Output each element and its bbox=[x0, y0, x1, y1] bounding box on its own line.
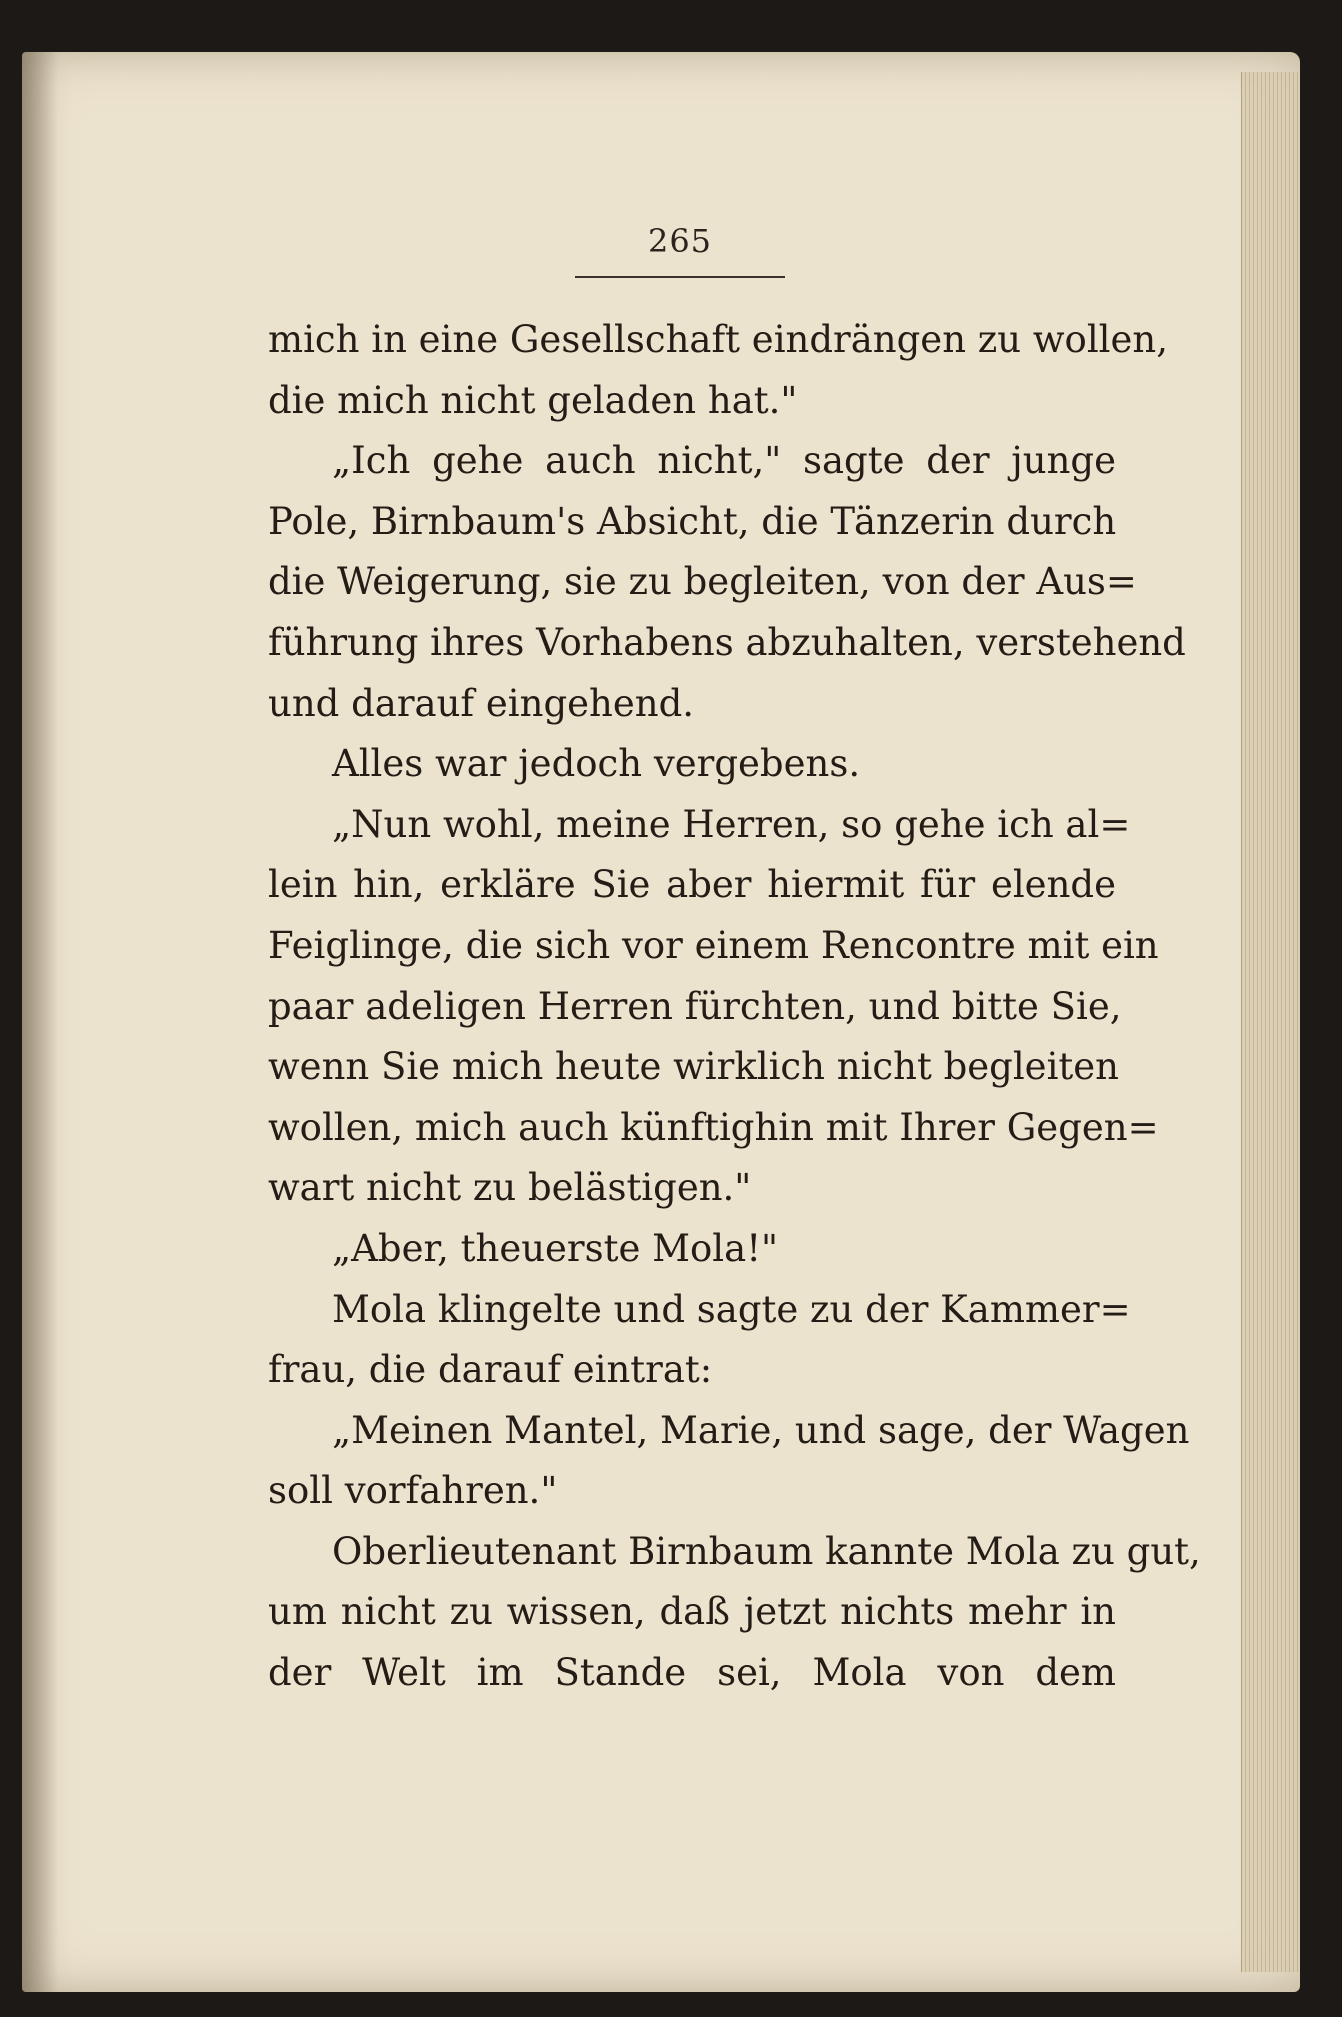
text-line: lein hin, erkläre Sie aber hiermit für elende bbox=[268, 863, 1116, 907]
text-line: frau, die darauf eintrat: bbox=[268, 1348, 713, 1392]
text-line: Feiglinge, die sich vor einem Rencontre mit ein bbox=[268, 923, 1159, 967]
page-edges bbox=[1241, 72, 1300, 1972]
text-line: Alles war jedoch vergebens. bbox=[332, 742, 861, 786]
text-line: die mich nicht geladen hat." bbox=[268, 378, 798, 422]
page-number: 265 bbox=[647, 222, 713, 260]
text-line: „Ich gehe auch nicht," sagte der junge bbox=[332, 439, 1116, 483]
text-line: „Meinen Mantel, Marie, und sage, der Wagen bbox=[332, 1408, 1190, 1452]
text-line: Mola klingelte und sagte zu der Kammer= bbox=[332, 1287, 1131, 1331]
text-line: der Welt im Stande sei, Mola von dem bbox=[268, 1651, 1116, 1695]
text-line: die Weigerung, sie zu begleiten, von der Aus= bbox=[268, 560, 1137, 604]
text-line: „Nun wohl, meine Herren, so gehe ich al= bbox=[332, 802, 1131, 846]
text-line: soll vorfahren." bbox=[268, 1469, 558, 1513]
text-line: „Aber, theuerste Mola!" bbox=[332, 1226, 779, 1270]
text-line: und darauf eingehend. bbox=[268, 681, 695, 725]
text-line: wart nicht zu belästigen." bbox=[268, 1166, 752, 1210]
text-line: paar adeligen Herren fürchten, und bitte Sie, bbox=[268, 984, 1122, 1028]
header-rule bbox=[575, 276, 785, 278]
text-line: Oberlieutenant Birnbaum kannte Mola zu gut, bbox=[332, 1529, 1201, 1573]
gutter-shadow bbox=[22, 52, 58, 1992]
text-line: um nicht zu wissen, daß jetzt nichts mehr in bbox=[268, 1590, 1116, 1634]
text-line: führung ihres Vorhabens abzuhalten, verstehend bbox=[268, 620, 1186, 664]
text-line: wenn Sie mich heute wirklich nicht begleiten bbox=[268, 1045, 1119, 1089]
text-line: wollen, mich auch künftighin mit Ihrer Gegen= bbox=[268, 1105, 1159, 1149]
text-line: Pole, Birnbaum's Absicht, die Tänzerin durch bbox=[268, 499, 1117, 543]
body-text bbox=[268, 310, 1201, 1704]
text-line: mich in eine Gesellschaft eindrängen zu wollen, bbox=[268, 318, 1168, 361]
